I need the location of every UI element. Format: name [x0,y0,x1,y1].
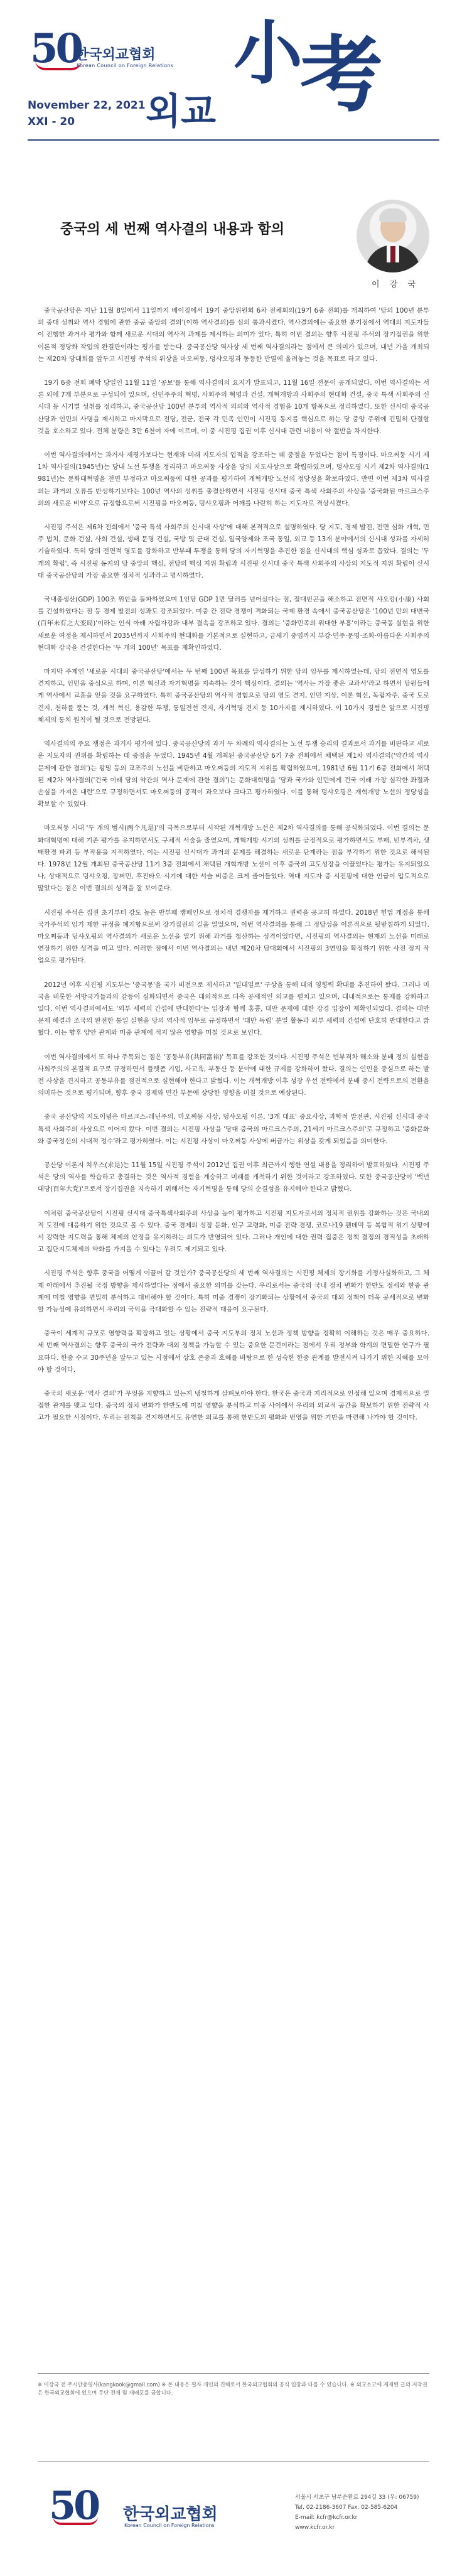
body-paragraph: 마지막 주제인 '새로운 시대의 중국공산당'에서는 두 번째 100년 목표를 달성하기 위한 당의 임무를 제시하였는데, 당의 전면적 영도를 견지하고, 인민을 중심으로 하며, 이론 혁신과 자기혁명을 지속하는 것이 핵심이다. 결의는 '역사는 가장 좋은 교과서'라고 하면서 당원들에게 역사에서 교훈을 얻을 것을 요구하였다. 특히 중국공산당의 역사적 경험으로 당의 영도 견지, 인민 지상, 이론 혁신, 독립자주, 중국 도로 견지, 천하를 품는 것, 개척 혁신, 용감한 투쟁, 통일전선 견지, 자기혁명 견지 등 10가지를 제시하였다. 이 10가지 경험은 앞으로 시진핑 체제의 통치 원칙이 될 것으로 전망된다. [38,668,429,724]
article-body [38,305,429,1436]
body-paragraph: 중국 공산당의 지도이념은 마르크스-레닌주의, 마오쩌둥 사상, 덩샤오핑 이론, '3개 대표' 중요사상, 과학적 발전관, 시진핑 신시대 중국 특색 사회주의 사상으로 이어져 왔다. 이번 결의는 시진핑 사상을 '당대 중국의 마르크스주의, 21세기 마르크스주의'로 규정하고 '중화문화와 중국정신의 시대적 정수'라고 평가하였다. 이는 시진핑 사상이 마오쩌둥 사상에 버금가는 위상을 갖게 되었음을 의미한다. [38,1113,429,1145]
body-paragraph: 공산당 이론지 치우스(求是)는 11월 15일 시진핑 주석이 2012년 집권 이후 최근까지 행한 연설 내용을 정리하여 발표하였다. 시진핑 주석은 당의 역사를 학습하고 총결하는 것은 역사적 경험을 계승하고 미래를 개척하기 위한 것이라고 강조하였다. 또한 중국공산당이 '백년 대당(百年大党)'으로서 장기집권을 지속하기 위해서는 자기혁명을 통해 당의 순결성을 유지해야 한다고 밝혔다. [38,1161,429,1194]
body-paragraph: 마오쩌둥 시대 '두 개의 범시(两个凡是)'의 극복으로부터 시작된 개혁개방 노선은 제2차 역사결의를 통해 공식화되었다. 이번 결의는 문화대혁명에 대해 기존 평가를 유지하면서도 구체적 서술을 줄였으며, 개혁개방 시기의 성취를 긍정적으로 평가하면서도 부패, 빈부격차, 생태환경 파괴 등 부작용을 지적하였다. 이는 시진핑 신시대가 과거의 문제를 해결하는 새로운 단계라는 점을 부각하기 위한 것으로 해석된다. 1978년 12월 개최된 중국공산당 11기 3중 전회에서 채택된 개혁개방 노선이 이후 중국의 고도성장을 이끌었다는 평가는 유지되었으나, 상대적으로 덩샤오핑, 장쩌민, 후진타오 시기에 대한 서술 비중은 크게 줄어들었다. 역대 지도자 중 시진핑에 대한 언급이 압도적으로 많았다는 점은 이번 결의의 성격을 잘 보여준다. [38,824,429,893]
photo-tie [390,246,395,262]
body-paragraph: 시진핑 주석은 제6차 전회에서 '중국 특색 사회주의 신시대 사상'에 대해 본격적으로 설명하였다. 당 지도, 경제 발전, 전면 심화 개혁, 민주 법치, 문화 건설, 사회 건설, 생태 문명 건설, 국방 및 군대 건설, 일국양제와 조국 통일, 외교 등 13개 분야에서의 신시대 성과를 자세히 기술하였다. 특히 당의 전면적 영도를 강화하고 반부패 투쟁을 통해 당의 자기혁명을 추진한 점을 신시대의 핵심 성과로 꼽았다. 결의는 '두 개의 확립', 즉 시진핑 동지의 당 중앙의 핵심, 전당의 핵심 지위 확립과 시진핑 신시대 중국 특색 사회주의 사상의 지도적 지위 확립이 신시대 중국공산당의 가장 중요한 정치적 성과라고 명시하였다. [38,524,429,579]
issue-date: November 22, 2021 [28,99,146,112]
logo-swoosh [35,60,82,70]
body-paragraph: 역사결의의 주요 쟁점은 과거사 평가에 있다. 중국공산당의 과거 두 차례의 역사결의는 노선 투쟁 승리의 결과로서 과거를 비판하고 새로운 지도자의 권위를 확립하는 데 중점을 두었다. 1945년 4월 개최된 중국공산당 6기 7중 전회에서 채택된 제1차 역사결의('약간의 역사 문제에 관한 결의')는 왕밍 등의 교조주의 노선을 비판하고 마오쩌둥의 지도적 지위를 확립하였으며, 1981년 6월 11기 6중 전회에서 채택된 제2차 역사결의('건국 이래 당의 약간의 역사 문제에 관한 결의')는 문화대혁명을 '당과 국가와 인민에게 건국 이래 가장 심각한 좌절과 손실을 가져온 내란'으로 규정하면서도 마오쩌둥의 공적이 과오보다 크다고 평가하였다. 이를 통해 덩샤오핑은 개혁개방 노선의 정당성을 확보할 수 있었다. [38,740,429,809]
body-paragraph: 중국의 새로운 '역사 결의'가 무엇을 지향하고 있는지 냉철하게 살펴보아야 한다. 한국은 중국과 지리적으로 인접해 있으며 경제적으로 밀접한 관계를 맺고 있다. 중국의 정치 변화가 한반도에 미칠 영향을 분석하고 미중 사이에서 우리의 외교적 공간을 확보하기 위한 전략적 사고가 필요한 시점이다. 우리는 원칙을 견지하면서도 유연한 외교를 통해 한반도의 평화와 번영을 위한 기반을 마련해 나가야 할 것이다. [38,1390,429,1422]
footer-address: 서울시 서초구 남부순환로 294길 33 (우: 06759) [295,2494,419,2501]
body-paragraph: 중국공산당은 지난 11월 8일에서 11일까지 베이징에서 19기 중앙위원회 6차 전체회의(19기 6중 전회)를 개최하여 '당의 100년 분투의 중대 성취와 역사 경험에 관한 중공 중앙의 결의'(이하 역사결의)를 심의 통과시켰다. 역사결의에는 중요한 분기점에서 역대의 지도자들이 진행한 과거사 평가와 함께 새로운 시대의 역사적 과제를 제시하는 의미가 있다. 특히 이번 결의는 향후 시진핑 주석의 장기집권을 위한 이론적 정당화 작업의 완결판이라는 평가를 받는다. 중국공산당 역사상 세 번째 역사결의라는 점에서 큰 의미가 있으며, 내년 가을 개최되는 제20차 당대회를 앞두고 시진핑 주석의 위상을 마오쩌둥, 덩샤오핑과 동등한 반열에 올려놓는 것을 목표로 하고 있다. [38,307,429,363]
page-footer [0,2449,467,2576]
article-header [38,200,429,294]
body-paragraph: 중국이 세계적 규모로 영향력을 확장하고 있는 상황에서 중국 지도부의 정치 노선과 정책 방향을 정확히 이해하는 것은 매우 중요하다. 세 번째 역사결의는 향후 중국의 국가 전략과 대외 정책을 가늠할 수 있는 중요한 문건이라는 점에서 우리 정부와 학계의 면밀한 연구가 필요하다. 한중 수교 30주년을 앞두고 있는 시점에서 상호 존중과 호혜를 바탕으로 한 성숙한 한중 관계를 발전시켜 나가기 위한 지혜를 모아야 할 것이다. [38,1330,429,1374]
author-photo [357,200,429,272]
body-paragraph: 19기 6중 전회 폐막 당일인 11월 11일 '공보'를 통해 역사결의의 요지가 발표되고, 11월 16일 전문이 공개되었다. 이번 역사결의는 서론 외에 7개 부분으로 구성되어 있으며, 신민주주의 혁명, 사회주의 혁명과 건설, 개혁개방과 사회주의 현대화 건설, 중국 특색 사회주의 신시대 등 시기별 성취를 정리하고, 중국공산당 100년 분투의 역사적 의의와 역사적 경험을 10개 항목으로 정리하였다. 또한 신시대 중국공산당과 인민의 사명을 제시하고 마지막으로 전당, 전군, 전국 각 민족 인민이 시진핑 동지를 핵심으로 하는 당 중앙 주위에 긴밀히 단결할 것을 호소하고 있다. 전체 분량은 3만 6천여 자에 이르며, 이 중 시진핑 집권 이후 신시대 관련 내용이 약 절반을 차지한다. [38,379,429,435]
body-paragraph: 국내총생산(GDP) 100조 위안을 돌파하였으며 1인당 GDP 1만 달러를 넘어섰다는 점, 절대빈곤을 해소하고 전면적 샤오캉(小康) 사회를 건설하였다는 점 등 경제 발전의 성과도 강조되었다. 미중 간 전략 경쟁이 격화되는 국제 환경 속에서 중국공산당은 '100년 만의 대변국(百年未有之大变局)'이라는 인식 아래 자립자강과 내부 결속을 강조하고 있다. 결의는 '중화민족의 위대한 부흥'이라는 중국몽 실현을 위한 새로운 여정을 제시하면서 2035년까지 사회주의 현대화를 기본적으로 실현하고, 금세기 중엽까지 부강·민주·문명·조화·아름다운 사회주의 현대화 강국을 건설한다는 '두 개의 100년' 목표를 재확인하였다. [38,596,429,652]
logo-number: 50 [30,25,82,72]
footer-logo-number: 50 [49,2482,99,2528]
body-paragraph: 시진핑 주석은 향후 중국을 어떻게 이끌어 갈 것인가? 중국공산당의 세 번째 역사결의는 시진핑 체제의 장기화를 기정사실화하고, 그 체제 아래에서 추진될 국정 방향을 제시하였다는 점에서 중요한 의미를 갖는다. 우리로서는 중국의 국내 정치 변화가 한반도 정세와 한중 관계에 미칠 영향을 면밀히 분석하고 대비해야 할 것이다. 특히 미중 경쟁이 장기화되는 상황에서 중국의 대외 정책이 더욱 공세적으로 변화할 가능성에 유의하면서 우리의 국익을 극대화할 수 있는 전략적 대응이 요구된다. [38,1269,429,1314]
footer-org-name: 한국외교협회 [123,2505,218,2524]
org-english-name: Korean Council on Foreign Relations [77,63,174,68]
org-name: 한국외교협회 [75,47,156,63]
footer-email-link[interactable]: E-mail: kcfr@kcfr.or.kr [295,2514,358,2521]
issue-number: XXI - 20 [28,116,75,128]
article-title: 중국의 세 번째 역사결의 내용과 함의 [60,222,285,237]
brand-title-hanja-2: 考 [300,26,383,124]
footer-logo [49,2482,118,2530]
brand-title-small: 외교 [146,90,217,132]
footer-contact [295,2492,439,2533]
body-paragraph: 이번 역사결의에서는 과거사 재평가보다는 현재와 미래 지도자의 업적을 강조하는 데 중점을 두었다는 점이 특징이다. 마오쩌둥 시기 제1차 역사결의(1945년)는 당내 노선 투쟁을 정리하고 마오쩌둥 사상을 당의 지도사상으로 확립하였으며, 덩샤오핑 시기 제2차 역사결의(1981년)는 문화대혁명을 전면 부정하고 마오쩌둥에 대한 공과를 평가하여 개혁개방 노선의 정당성을 확보하였다. 반면 이번 제3차 역사결의는 과거의 오류를 반성하기보다는 100년 역사의 성취를 총결산하면서 시진핑 신시대 중국 특색 사회주의 사상을 '중국화된 마르크스주의의 새로운 비약'으로 규정함으로써 시진핑을 마오쩌둥, 덩샤오핑과 어깨를 나란히 하는 지도자로 격상시켰다. [38,451,429,507]
body-paragraph: 2012년 이후 시진핑 지도부는 '중국몽'을 국가 비전으로 제시하고 '일대일로' 구상을 통해 대외 영향력 확대를 추진하여 왔다. 그러나 미국을 비롯한 서방국가들과의 갈등이 심화되면서 중국은 대외적으로 더욱 공세적인 외교를 펼치고 있으며, 대내적으로는 통제를 강화하고 있다. 이번 역사결의에서도 '외부 세력의 간섭에 반대한다'는 입장과 함께 홍콩, 대만 문제에 대한 강경 입장이 재확인되었다. 결의는 대만 문제 해결과 조국의 완전한 통일 실현을 당의 역사적 임무로 규정하면서 '대만 독립' 분열 활동과 외부 세력의 간섭에 단호히 반대한다고 밝혔다. 이는 향후 양안 관계와 미중 관계에 적지 않은 영향을 미칠 것으로 보인다. [38,981,429,1037]
footnote: ※ 이강국 전 주시안총영사(kangkook@gmail.com) ※ 본 내용은 필자 개인의 견해로서 한국외교협회의 공식 입장과 다를 수 있습니다. ※ 외교소고에 게재된 글의 저작권은 한국외교협회에 있으며 무단 전재 및 재배포를 금합니다. [38,2381,427,2396]
header-divider [28,139,439,141]
body-paragraph: 이처럼 중국공산당이 시진핑 신시대 중국특색사회주의 사상을 높이 평가하고 시진핑 지도자로서의 정치적 권위를 강화하는 것은 국내외적 도전에 대응하기 위한 것으로 볼 수 있다. 중국 경제의 성장 둔화, 인구 고령화, 미중 전략 경쟁, 코로나19 팬데믹 등 복합적 위기 상황에서 강력한 지도력을 통해 체제의 안정을 유지하려는 의도가 반영되어 있다. 그러나 개인에 대한 권력 집중은 정책 결정의 경직성을 초래하고 집단지도체제의 약화를 가져올 수 있다는 우려도 제기되고 있다. [38,1209,429,1254]
brand-title-hanja-1: 小 [234,13,303,94]
footer-homepage-link[interactable]: www.kcfr.or.kr [295,2525,335,2531]
footer-logo-swoosh [53,2516,98,2525]
body-paragraph: 시진핑 주석은 집권 초기부터 강도 높은 반부패 캠페인으로 정치적 경쟁자를 제거하고 권력을 공고히 하였다. 2018년 헌법 개정을 통해 국가주석의 임기 제한 규정을 폐지함으로써 장기집권의 길을 열었으며, 이번 역사결의를 통해 그 정당성을 이론적으로 뒷받침하게 되었다. 마오쩌둥과 덩샤오핑의 역사결의가 새로운 노선을 열기 위해 과거를 청산하는 성격이었다면, 시진핑의 역사결의는 현재의 노선을 미래로 연장하기 위한 성격을 띠고 있다. 이러한 점에서 이번 역사결의는 내년 제20차 당대회에서 시진핑의 3연임을 확정하기 위한 사전 정지 작업으로 평가된다. [38,908,429,965]
footer-phone: Tel. 02-2186-3607 Fax. 02-585-6204 [295,2504,398,2511]
body-paragraph: 이번 역사결의에서 또 하나 주목되는 점은 '공동부유(共同富裕)' 목표를 강조한 것이다. 시진핑 주석은 빈부격차 해소와 분배 정의 실현을 사회주의의 본질적 요구로 규정하면서 플랫폼 기업, 사교육, 부동산 등 분야에 대한 규제를 강화하여 왔다. 결의는 인민을 중심으로 하는 발전 사상을 견지하고 공동부유를 점진적으로 실현해야 한다고 밝혔다. 이는 개혁개방 이후 성장 우선 전략에서 분배 중시 전략으로의 전환을 의미하는 것으로 평가되며, 향후 중국 경제와 민간 부문에 상당한 영향을 미칠 것으로 예상된다. [38,1053,429,1097]
footer-org-english: Korean Council on Foreign Relations [124,2523,215,2528]
page-header [0,0,467,188]
footer-divider [38,2461,429,2462]
author-name: 이 강 국 [372,280,419,289]
footnote-divider [38,2373,429,2374]
photo-hair [379,208,407,222]
